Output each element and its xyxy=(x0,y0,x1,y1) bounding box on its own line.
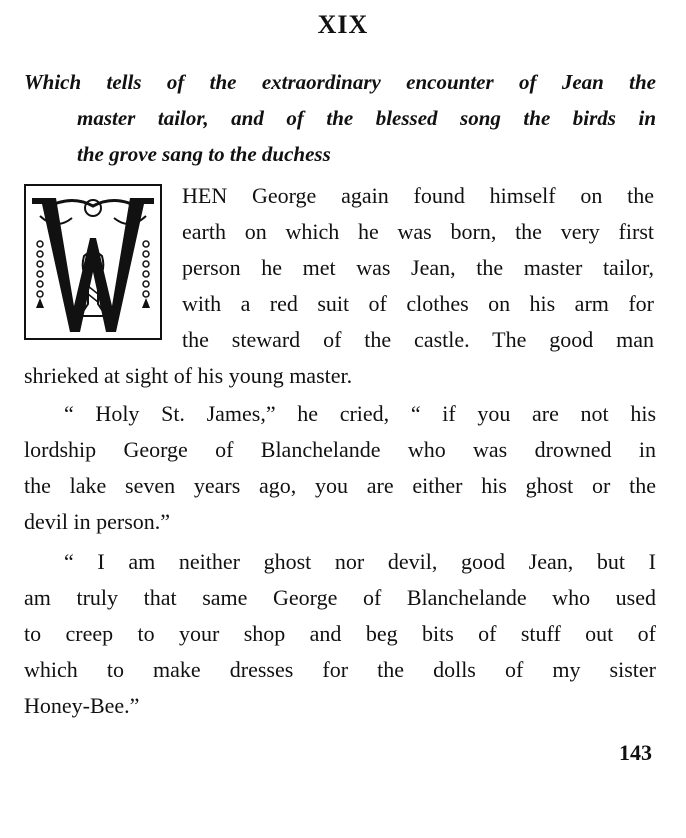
paragraph-line: the steward of the castle. The good man xyxy=(182,327,654,352)
paragraph-line: lordship George of Blanchelande who was drowned in xyxy=(24,437,656,462)
paragraph-line: HEN George again found himself on the xyxy=(182,183,654,208)
paragraph-line: “ Holy St. James,” he cried, “ if you are not his xyxy=(64,401,656,426)
ornamental-initial-w-icon xyxy=(24,184,162,340)
paragraph-line: which to make dresses for the dolls of my sister xyxy=(24,657,656,682)
paragraph-line: am truly that same George of Blanchelande who used xyxy=(24,585,656,610)
paragraph-line: the lake seven years ago, you are either his ghost or the xyxy=(24,473,656,498)
paragraph-line: earth on which he was born, the very first xyxy=(182,219,654,244)
subtitle-line: master tailor, and of the blessed song the birds in xyxy=(77,106,656,130)
chapter-number: XIX xyxy=(317,10,369,39)
subtitle-line: the grove sang to the duchess xyxy=(77,142,331,166)
paragraph-line: “ I am neither ghost nor devil, good Jean, but I xyxy=(64,549,656,574)
paragraph-line: with a red suit of clothes on his arm for xyxy=(182,291,654,316)
subtitle-line: Which tells of the extraordinary encounter of Jean the xyxy=(24,70,656,94)
page-number: 143 xyxy=(619,740,652,765)
paragraph-line: devil in person.” xyxy=(24,509,171,534)
paragraph-line: person he met was Jean, the master tailor, xyxy=(182,255,654,280)
chapter-subtitle xyxy=(24,64,656,172)
paragraph-line: shrieked at sight of his young master. xyxy=(24,363,353,388)
paragraph-line: Honey-Bee.” xyxy=(24,693,140,718)
paragraph-line: to creep to your shop and beg bits of stuff out of xyxy=(24,621,656,646)
